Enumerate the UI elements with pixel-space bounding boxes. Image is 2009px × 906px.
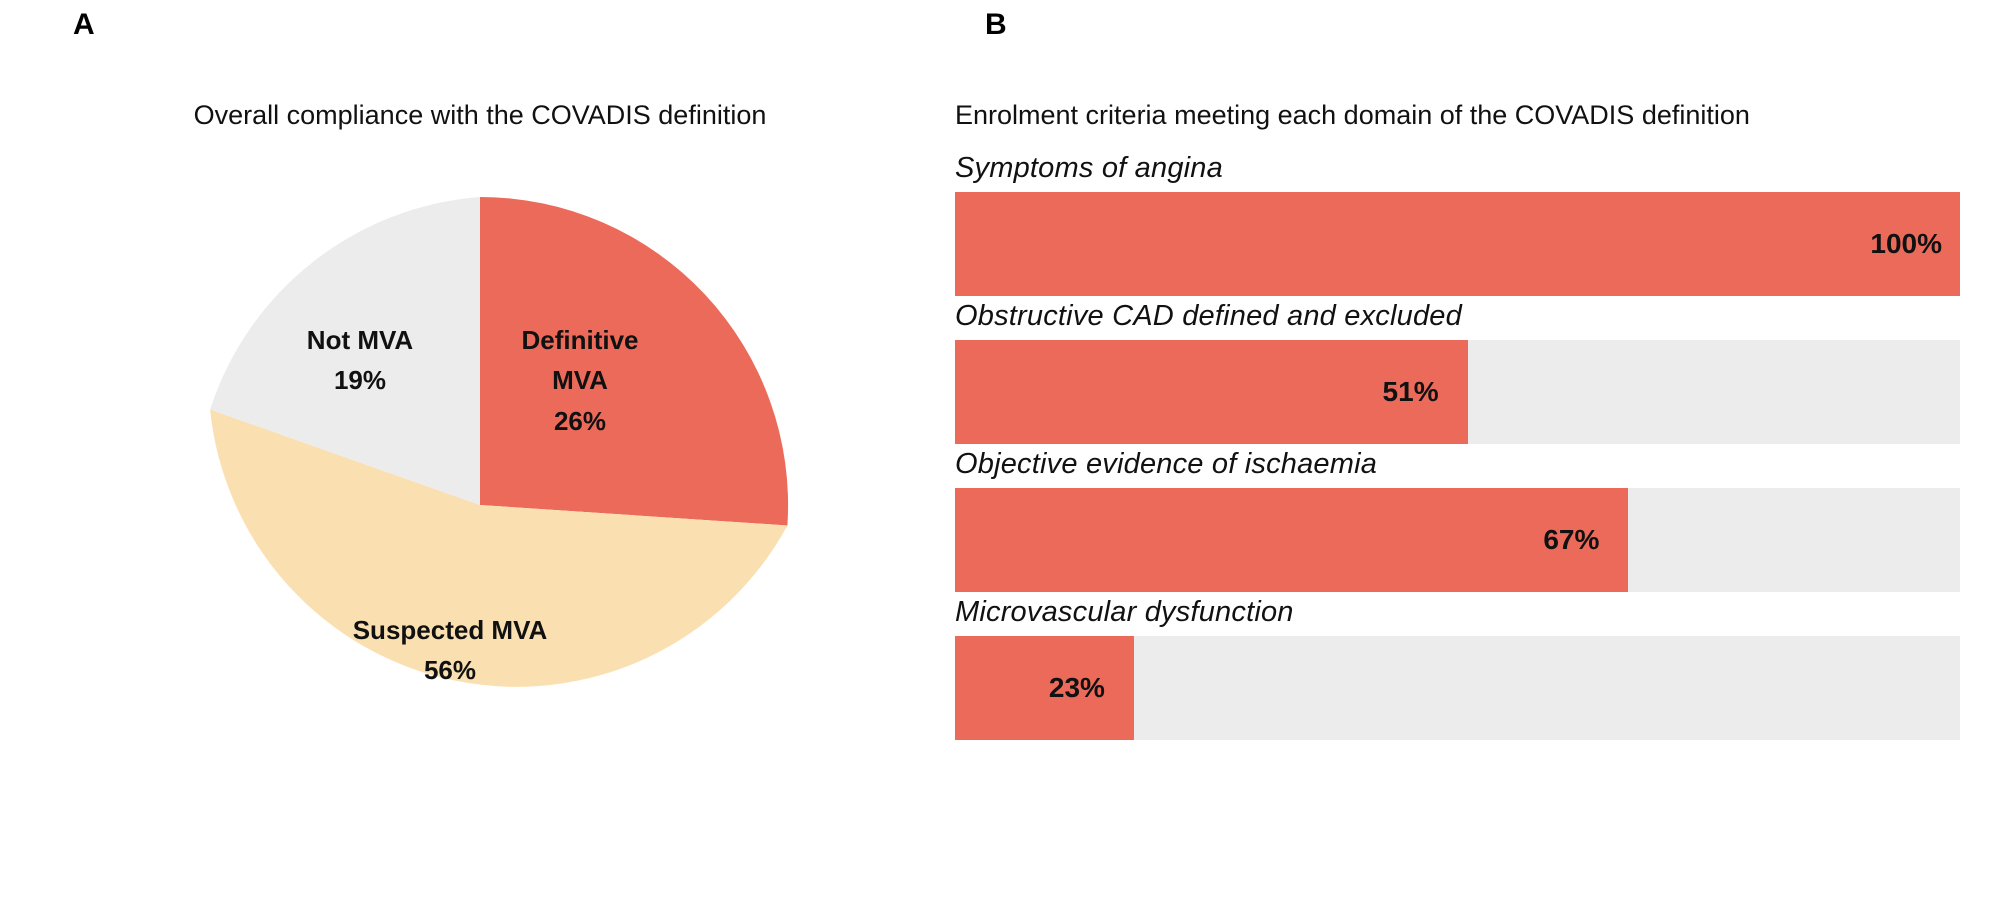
bar-label-objective-evidence-of-ischaemia: Objective evidence of ischaemia — [955, 448, 1378, 480]
bar-value-microvascular-dysfunction: 23% — [1048, 672, 1105, 703]
pie-label-definitive-mva-name-line2: MVA — [552, 365, 608, 396]
panel-b — [945, 0, 2009, 906]
bar-group-objective-evidence-of-ischaemia — [955, 448, 1965, 592]
pie-label-definitive-mva-name-line1: Definitive — [521, 325, 639, 355]
bar-label-microvascular-dysfunction: Microvascular dysfunction — [955, 596, 1294, 628]
pie-label-not-mva-name: Not MVA — [306, 325, 414, 355]
panel-b-letter: B — [985, 8, 1007, 41]
panel-b-title: Enrolment criteria meeting each domain of the COVADIS definition — [955, 100, 1750, 130]
pie-chart-svg — [160, 185, 800, 825]
pie-label-suspected-mva-name: Suspected MVA — [352, 615, 548, 645]
pie-label-suspected-mva — [300, 610, 600, 691]
bar-track-symptoms-of-angina — [955, 192, 1960, 296]
pie-label-not-mva-value: 19% — [333, 365, 387, 396]
bar-value-obstructive-cad: 51% — [1382, 376, 1439, 407]
pie-label-definitive-mva-value: 26% — [553, 405, 607, 436]
bar-track-obstructive-cad — [955, 340, 1960, 444]
bar-label-symptoms-of-angina: Symptoms of angina — [955, 152, 1223, 184]
panel-a-title: Overall compliance with the COVADIS definition — [193, 100, 767, 130]
bar-value-symptoms-of-angina: 100% — [1870, 228, 1942, 259]
bar-track-microvascular-dysfunction — [955, 636, 1960, 740]
bar-label-obstructive-cad: Obstructive CAD defined and excluded — [955, 300, 1462, 332]
pie-label-not-mva — [280, 320, 440, 401]
pie-label-definitive-mva — [490, 320, 670, 441]
bar-group-microvascular-dysfunction — [955, 596, 1965, 740]
panel-a-letter: A — [73, 8, 95, 41]
bar-value-objective-evidence-of-ischaemia: 67% — [1543, 524, 1600, 555]
pie-chart — [160, 185, 800, 825]
bar-fill-microvascular-dysfunction — [955, 636, 1134, 740]
bar-group-symptoms-of-angina — [955, 152, 1965, 296]
bar-group-obstructive-cad — [955, 300, 1965, 444]
pie-label-suspected-mva-value: 56% — [423, 655, 477, 686]
panel-a — [0, 0, 900, 906]
bar-fill-objective-evidence-of-ischaemia — [955, 488, 1628, 592]
bar-track-objective-evidence-of-ischaemia — [955, 488, 1960, 592]
bar-fill-symptoms-of-angina — [955, 192, 1960, 296]
